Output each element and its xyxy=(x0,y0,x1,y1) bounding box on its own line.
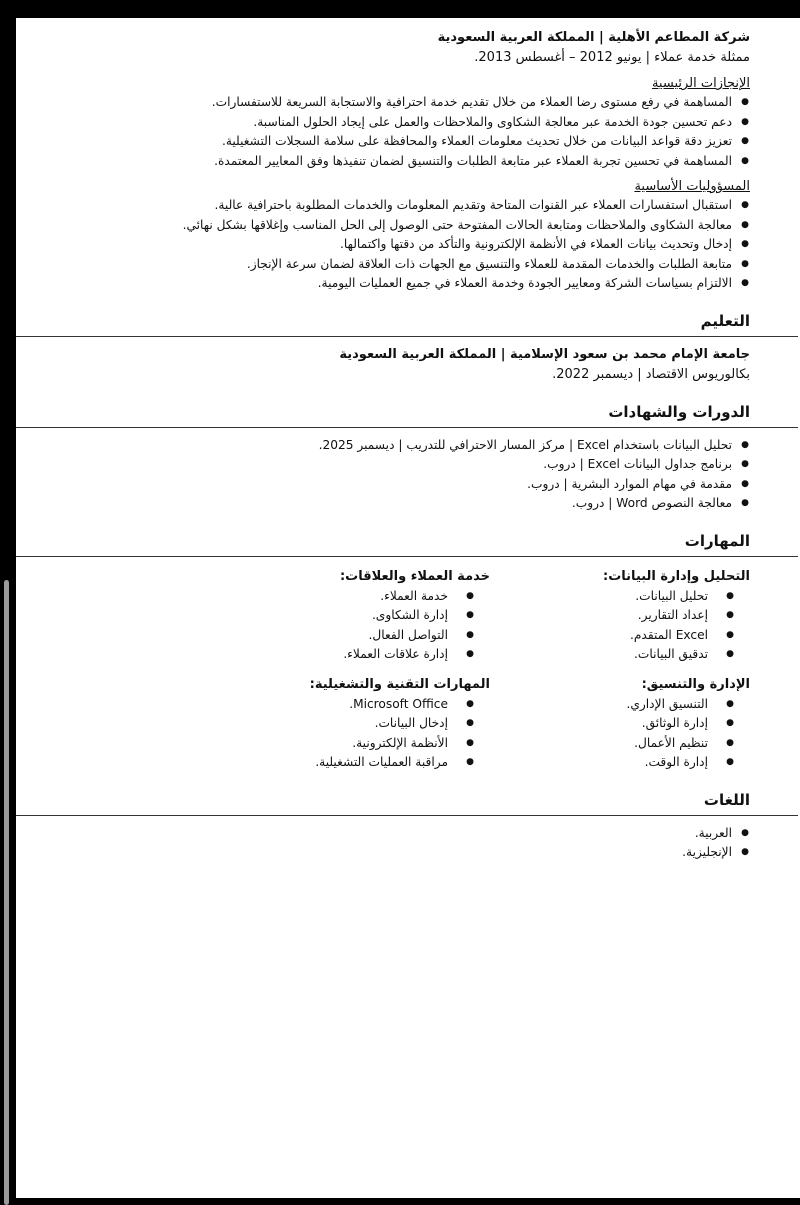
list-item: ● إدخال وتحديث بيانات العملاء في الأنظمة الإلكترونية والتأكد من دقتها واكتمالها. xyxy=(16,235,732,255)
skills-heading: المهارات xyxy=(16,530,798,557)
list-item: ● الإنجليزية. xyxy=(16,843,732,863)
list-item: ● خدمة العملاء. xyxy=(230,587,448,607)
list-item: ● مقدمة في مهام الموارد البشرية | دروب. xyxy=(16,475,732,495)
list-item: ● تعزيز دقة قواعد البيانات من خلال تحديث معلومات العملاء والمحافظة على سلامة السجلات التشغيلية. xyxy=(16,132,732,152)
courses-block xyxy=(16,436,750,514)
list-item: ● إدارة علاقات العملاء. xyxy=(230,645,448,665)
list-item: ● التنسيق الإداري. xyxy=(490,695,708,715)
list-item: ● الالتزام بسياسات الشركة ومعايير الجودة وخدمة العملاء في جميع العمليات اليومية. xyxy=(16,274,732,294)
list-item: ● إدارة الوقت. xyxy=(490,753,708,773)
degree-line: بكالوريوس الاقتصاد | ديسمبر 2022. xyxy=(552,366,750,382)
resume-page xyxy=(16,18,800,1198)
list-item: ● إدارة الوثائق. xyxy=(490,714,708,734)
education-heading: التعليم xyxy=(16,310,798,337)
skills-group-data-analysis xyxy=(490,567,750,665)
company-line: شركة المطاعم الأهلية | المملكة العربية السعودية xyxy=(437,30,750,45)
list-item: ● استقبال استفسارات العملاء عبر القنوات المتاحة وتقديم المعلومات والخدمات المطلوبة باحترافية عالية. xyxy=(16,196,732,216)
list-item: ● الأنظمة الإلكترونية. xyxy=(230,734,448,754)
skills-group-title: المهارات التقنية والتشغيلية: xyxy=(309,676,490,692)
responsibilities-list xyxy=(16,196,750,294)
list-item: ● Microsoft Office. xyxy=(230,695,448,715)
languages-list xyxy=(16,824,750,863)
list-item: ● دعم تحسين جودة الخدمة عبر معالجة الشكاوى والملاحظات والعمل على إيجاد الحلول المناسبة. xyxy=(16,113,732,133)
skills-group-technical xyxy=(230,675,490,773)
education-block xyxy=(16,345,750,385)
list-item: ● تحليل البيانات. xyxy=(490,587,708,607)
experience-block xyxy=(16,28,750,294)
skills-group-customer-service xyxy=(230,567,490,665)
list-item: ● معالجة الشكاوى والملاحظات ومتابعة الحالات المفتوحة حتى الوصول إلى الحل المناسب وإغلاقها بشكل نهائي. xyxy=(16,216,732,236)
list-item: ● العربية. xyxy=(16,824,732,844)
scrollbar[interactable] xyxy=(4,580,9,1205)
list-item: ● المساهمة في رفع مستوى رضا العملاء من خلال تقديم خدمة احترافية والاستجابة السريعة للاستفسارات. xyxy=(16,93,732,113)
list-item: ● إدخال البيانات. xyxy=(230,714,448,734)
achievements-title: الإنجازات الرئيسية xyxy=(651,76,750,91)
responsibilities-title: المسؤوليات الأساسية xyxy=(634,179,750,194)
skills-group-management xyxy=(490,675,750,773)
list-item: ● برنامج جداول البيانات Excel | دروب. xyxy=(16,455,732,475)
skills-group-title: الإدارة والتنسيق: xyxy=(641,676,750,692)
list-item: ● Excel المتقدم. xyxy=(490,626,708,646)
role-line: ممثلة خدمة عملاء | يونيو 2012 – أغسطس 2013. xyxy=(474,50,750,65)
list-item: ● المساهمة في تحسين تجربة العملاء عبر متابعة الطلبات والتنسيق لضمان تنفيذها وفق المعايير المعتمدة. xyxy=(16,152,732,172)
list-item: ● إعداد التقارير. xyxy=(490,606,708,626)
list-item: ● تنظيم الأعمال. xyxy=(490,734,708,754)
list-item: ● متابعة الطلبات والخدمات المقدمة للعملاء والتنسيق مع الجهات ذات العلاقة لضمان سرعة الإنجاز. xyxy=(16,255,732,275)
list-item: ● مراقبة العمليات التشغيلية. xyxy=(230,753,448,773)
list-item: ● تدقيق البيانات. xyxy=(490,645,708,665)
achievements-list xyxy=(16,93,750,171)
list-item: ● إدارة الشكاوى. xyxy=(230,606,448,626)
university-line: جامعة الإمام محمد بن سعود الإسلامية | المملكة العربية السعودية xyxy=(339,346,750,362)
courses-heading: الدورات والشهادات xyxy=(16,401,798,428)
skills-column-left xyxy=(230,567,490,773)
courses-list xyxy=(16,436,750,514)
languages-heading: اللغات xyxy=(16,789,798,816)
skills-group-title: التحليل وإدارة البيانات: xyxy=(603,568,750,584)
list-item: ● تحليل البيانات باستخدام Excel | مركز المسار الاحترافي للتدريب | ديسمبر 2025. xyxy=(16,436,732,456)
skills-column-right xyxy=(490,567,750,773)
skills-grid xyxy=(16,567,750,773)
languages-block xyxy=(16,824,750,863)
skills-group-title: خدمة العملاء والعلاقات: xyxy=(339,568,490,584)
list-item: ● التواصل الفعال. xyxy=(230,626,448,646)
list-item: ● معالجة النصوص Word | دروب. xyxy=(16,494,732,514)
